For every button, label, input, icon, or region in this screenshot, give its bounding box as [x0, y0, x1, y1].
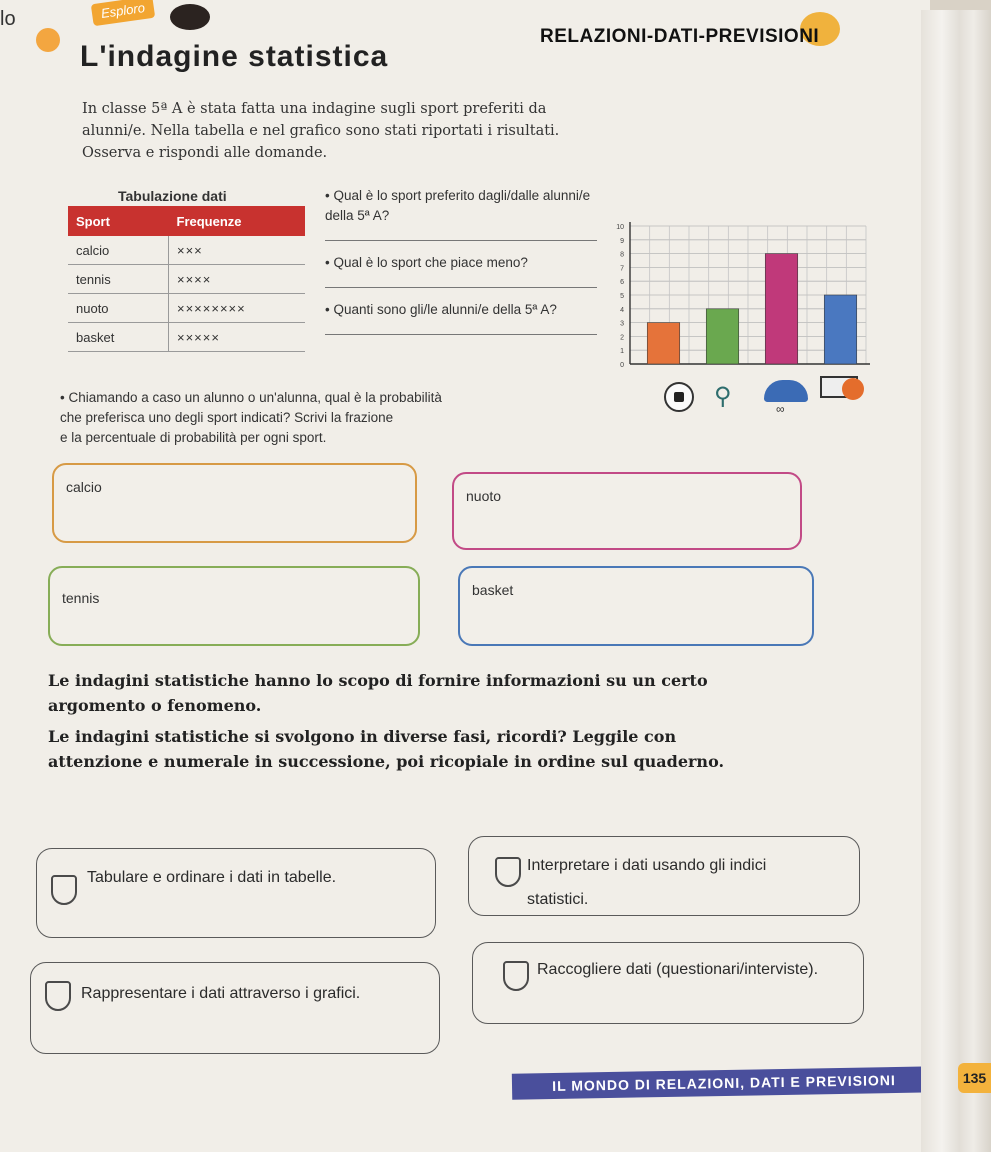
- y-tick-label: 9: [620, 237, 624, 245]
- table-title: Tabulazione dati: [118, 188, 227, 204]
- bar-basket: [824, 295, 856, 364]
- phase-text: Rappresentare i dati attraverso i grafici.: [81, 985, 361, 1002]
- question-2: • Qual è lo sport che piace meno?: [325, 253, 597, 288]
- phase-text: Tabulare e ordinare i dati in tabelle.: [87, 869, 337, 886]
- y-tick-label: 2: [620, 334, 624, 342]
- probability-line: che preferisca uno degli sport indicati? Scrivi la frazione: [60, 410, 394, 425]
- soccer-ball-icon: [664, 382, 694, 412]
- table-cell-frequency: ×××: [169, 236, 306, 265]
- answer-line[interactable]: [325, 275, 597, 288]
- phase-card-4[interactable]: [472, 942, 864, 1024]
- y-tick-label: 8: [620, 251, 624, 259]
- y-tick-label: 0: [620, 362, 624, 369]
- table-cell-sport: basket: [68, 323, 169, 352]
- orange-dot-icon: [36, 28, 60, 52]
- table-cell-sport: nuoto: [68, 294, 169, 323]
- number-box[interactable]: [45, 981, 71, 1011]
- theory-paragraph: Le indagini statistiche hanno lo scopo di fornire informazioni su un certo argomento o fenomeno.: [48, 671, 708, 715]
- intro-line: alunni/e. Nella tabella e nel grafico sono stati riportati i risultati.: [82, 123, 560, 139]
- intro-line: In classe 5ª A è stata fatta una indagine sugli sport preferiti da: [82, 101, 547, 117]
- answer-box-label: basket: [472, 582, 514, 598]
- table-row: [68, 323, 305, 352]
- phase-card-3[interactable]: [30, 962, 440, 1054]
- page-number: 135: [958, 1063, 991, 1093]
- table-cell-frequency: ×××××: [169, 323, 306, 352]
- table-row: [68, 294, 305, 323]
- y-tick-label: 7: [620, 265, 624, 273]
- y-tick-label: 1: [620, 348, 624, 356]
- page-title: L'indagine statistica: [80, 40, 389, 73]
- number-box[interactable]: [495, 857, 521, 887]
- probability-line: • Chiamando a caso un alunno o un'alunna, qual è la probabilità: [60, 390, 442, 405]
- probability-question: [60, 388, 660, 448]
- phase-card-2[interactable]: [468, 836, 860, 916]
- answer-box-calcio[interactable]: [52, 463, 417, 543]
- answer-box-nuoto[interactable]: [452, 472, 802, 550]
- question-1: • Qual è lo sport preferito dagli/dalle alunni/e della 5ª A?: [325, 186, 597, 241]
- table-row: [68, 265, 305, 294]
- page-stack-edge: [921, 10, 991, 1152]
- explore-tab: Esploro: [91, 0, 155, 26]
- table-header-frequency: Frequenze: [169, 206, 306, 236]
- table-row: [68, 236, 305, 265]
- probability-text: Chiamando a caso un alunno o un'alunna, qual è la probabilità: [68, 390, 442, 405]
- theory-text: [48, 668, 728, 780]
- table-cell-sport: tennis: [68, 265, 169, 294]
- answer-box-label: tennis: [62, 590, 100, 606]
- answer-line[interactable]: [325, 322, 597, 335]
- bar-tennis: [706, 309, 738, 364]
- y-tick-label: 4: [620, 306, 624, 314]
- answer-box-basket[interactable]: [458, 566, 814, 646]
- tennis-racket-icon: ⚲: [714, 383, 732, 410]
- basketball-icon: [842, 378, 864, 400]
- phase-text: Raccogliere dati (questionari/interviste).: [537, 961, 819, 978]
- probability-line: e la percentuale di probabilità per ogni sport.: [60, 430, 327, 445]
- answer-box-tennis[interactable]: [48, 566, 420, 646]
- questions-list: [325, 186, 597, 347]
- y-tick-label: 5: [620, 293, 624, 300]
- unit-title: RELAZIONI-DATI-PREVISIONI: [540, 26, 820, 47]
- answer-box-label: calcio: [66, 479, 102, 495]
- number-box[interactable]: [51, 875, 77, 905]
- question-1-text: Qual è lo sport preferito dagli/dalle alunni/e della 5ª A?: [325, 188, 591, 223]
- question-3-text: Quanti sono gli/le alunni/e della 5ª A?: [333, 302, 557, 317]
- y-tick-label: 10: [616, 224, 624, 231]
- question-2-text: Qual è lo sport che piace meno?: [333, 255, 528, 270]
- swim-cap-icon: [764, 380, 808, 402]
- bar-chart: [604, 218, 874, 378]
- intro-line: Osserva e rispondi alle domande.: [82, 145, 328, 161]
- previous-tab-label: lo: [0, 8, 16, 30]
- theory-paragraph: Le indagini statistiche si svolgono in diverse fasi, ricordi? Leggile con attenzione e numerale in successione, poi ricopiale in ordine sul quaderno.: [48, 727, 725, 771]
- frequency-table: [68, 206, 305, 352]
- intro-text: [82, 98, 642, 164]
- goggles-icon: ∞: [776, 402, 785, 416]
- table-header-sport: Sport: [68, 206, 169, 236]
- bar-calcio: [647, 323, 679, 364]
- table-cell-sport: calcio: [68, 236, 169, 265]
- y-tick-label: 3: [620, 320, 624, 328]
- answer-line[interactable]: [325, 228, 597, 241]
- character-icon: [170, 4, 210, 30]
- question-3: • Quanti sono gli/le alunni/e della 5ª A?: [325, 300, 597, 335]
- bar-nuoto: [765, 254, 797, 364]
- table-cell-frequency: ××××××××: [169, 294, 306, 323]
- number-box[interactable]: [503, 961, 529, 991]
- phase-text: Interpretare i dati usando gli indici statistici.: [527, 857, 767, 908]
- phase-card-1[interactable]: [36, 848, 436, 938]
- table-cell-frequency: ××××: [169, 265, 306, 294]
- section-footer: IL MONDO DI RELAZIONI, DATI E PREVISIONI: [512, 1066, 936, 1099]
- y-tick-label: 6: [620, 279, 624, 287]
- answer-box-label: nuoto: [466, 488, 502, 504]
